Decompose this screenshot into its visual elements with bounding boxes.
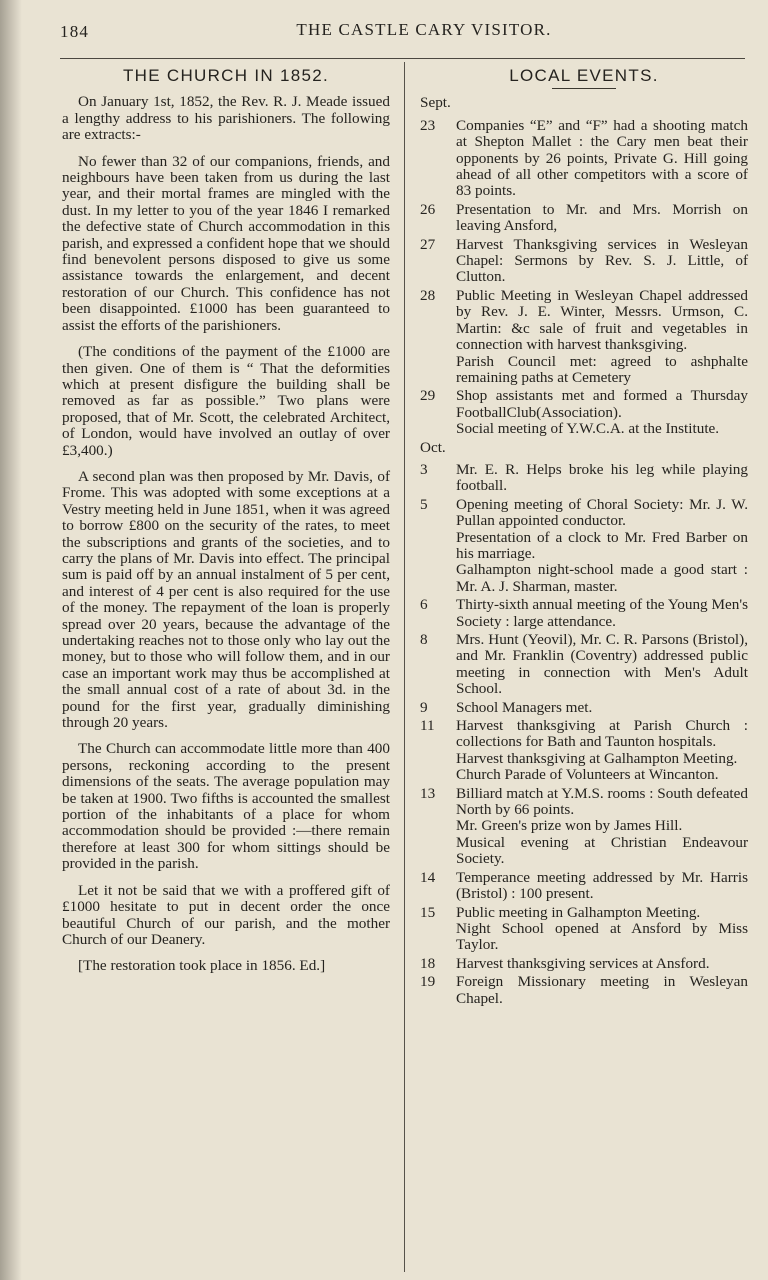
event-text: Mr. Green's prize won by James Hill. <box>456 817 683 835</box>
local-events <box>420 64 748 1009</box>
article-paragraph: Let it not be said that we with a proffered gift of £1000 hesitate to put in decent order the once beautiful Church of our parish, and the mother Church of our Deanery. <box>62 881 390 948</box>
article-paragraph: (The conditions of the payment of the £1000 are then given. One of them is “ That the deformities which at present disfigure the building shall be removed as far as possible.” Two plans were proposed, that of Mr. Scott, the celebrated Architect, of London, would have involved an outlay of over £3,400.) <box>62 343 390 459</box>
event-day: 11 <box>420 717 435 735</box>
event-entry <box>420 288 748 386</box>
event-text: Public Meeting in Wesleyan Chapel addressed by Rev. J. E. Winter, Messrs. Urmson, C. Martin: &c sale of fruit and vegetables in connection with harvest thanksgiving. <box>456 286 748 354</box>
event-day: 29 <box>420 387 436 405</box>
event-text: Harvest Thanksgiving services in Wesleyan Chapel: Sermons by Rev. S. J. Little, of Clutton. <box>456 235 748 286</box>
event-text: Thirty-sixth annual meeting of the Young Men's Society : large attendance. <box>456 596 748 630</box>
article-paragraph: No fewer than 32 of our companions, friends, and neighbours have been taken from us during the last year, and their mortal frames are mingled with the dust. In my letter to you of the year 1846 I remarked the defective state of Church accommodation in this parish, and expressed a confident hope that we should find benevolent persons disposed to give us some assistance towards the enlargement, and decent restoration of our Church. This confidence has not been disappointed. £1000 has been guaranteed to assist the efforts of the parishioners. <box>62 152 390 334</box>
event-entry <box>420 118 748 200</box>
event-entry <box>420 202 748 235</box>
editor-note: [The restoration took place in 1856. Ed.] <box>78 957 326 975</box>
article-paragraph: On January 1st, 1852, the Rev. R. J. Meade issued a lengthy address to his parishioners. The following are extracts:- <box>62 93 390 144</box>
header-rule <box>60 58 745 59</box>
article-paragraph: The Church can accommodate little more than 400 persons, reckoning according to the present dimensions of the seats. The average population may be taken at 1900. Two fifths is accounted the smallest portion of the inhabitants of a place for whom accommodation should be provided :—there remain therefore at least 300 for whom sittings should be provided in the parish. <box>62 740 390 873</box>
event-day: 13 <box>420 784 436 802</box>
publication-title: THE CASTLE CARY VISITOR. <box>296 20 552 39</box>
heading-rule <box>552 88 616 89</box>
column-divider <box>404 62 405 1272</box>
event-day: 15 <box>420 903 436 921</box>
event-text: Public meeting in Galhampton Meeting. <box>456 903 701 921</box>
event-day: 6 <box>420 596 428 614</box>
month-label: Oct. <box>420 438 446 456</box>
event-entry <box>420 905 748 954</box>
event-entry <box>420 632 748 698</box>
event-entry <box>420 237 748 286</box>
event-day: 18 <box>420 954 436 972</box>
event-text: Mrs. Hunt (Yeovil), Mr. C. R. Parsons (Bristol), and Mr. Franklin (Coventry) addressed public meeting in connection with Men's Adult School. <box>456 631 748 698</box>
event-text: School Managers met. <box>456 698 593 716</box>
event-entry <box>420 462 748 495</box>
events-list <box>420 95 748 1007</box>
event-entry <box>420 974 748 1007</box>
events-heading: LOCAL EVENTS. <box>509 66 659 85</box>
event-day: 14 <box>420 868 436 886</box>
event-text: Musical evening at Christian Endeavour Society. <box>456 833 748 868</box>
event-day: 19 <box>420 973 436 991</box>
event-text: Social meeting of Y.W.C.A. at the Institute. <box>456 420 720 438</box>
page-edge-shadow <box>0 0 22 1280</box>
event-text: Billiard match at Y.M.S. rooms : South defeated North by 66 points. <box>456 784 748 819</box>
running-header <box>60 20 728 46</box>
event-entry <box>420 700 748 716</box>
event-text: Night School opened at Ansford by Miss Taylor. <box>456 919 748 954</box>
event-text: Church Parade of Volunteers at Wincanton. <box>456 766 719 784</box>
event-text: Mr. E. R. Helps broke his leg while playing football. <box>456 460 748 495</box>
event-day: 26 <box>420 200 436 218</box>
event-text: Parish Council met: agreed to ashphalte remaining paths at Cemetery <box>456 352 748 386</box>
event-text: Companies “E” and “F” had a shooting match at Shepton Mallet : the Cary men beat their opponents by 26 points, Private G. Hill going ahead of all other competitors with a score of 83 points. <box>456 116 748 200</box>
event-text: Presentation to Mr. and Mrs. Morrish on leaving Ansford, <box>456 200 748 235</box>
event-day: 9 <box>420 698 428 716</box>
event-entry <box>420 786 748 868</box>
event-text: Harvest thanksgiving at Parish Church : collections for Bath and Taunton hospitals. <box>456 717 748 751</box>
article-paragraph: A second plan was then proposed by Mr. Davis, of Frome. This was adopted with some exceptions at a Vestry meeting held in June 1851, when it was agreed to borrow £800 on the security of the rates, to meet the subscriptions and grants of the societies, and to carry the plans of Mr. Davis into effect. The principal sum is paid off by an annual instalment of 5 per cent, and interest of 4 per cent is also required for the use of the money. The repayment of the loan is properly spread over 20 years, because the advantage of the undertaking reaches not to those only who lay out the money, but to those who will follow them, and in our case an important work may thus be accomplished at the small annual cost of a rate of about 3d. in the pound for the first year, gradually diminishing through 20 years. <box>62 467 390 732</box>
event-day: 8 <box>420 631 428 648</box>
event-text: Harvest thanksgiving at Galhampton Meeting. <box>456 749 738 767</box>
event-day: 27 <box>420 235 436 253</box>
event-text: Foreign Missionary meeting in Wesleyan Chapel. <box>456 973 748 1007</box>
event-text: Temperance meeting addressed by Mr. Harris (Bristol) : 100 present. <box>456 868 748 903</box>
page-number: 184 <box>60 22 90 41</box>
event-text: Opening meeting of Choral Society: Mr. J. W. Pullan appointed conductor. <box>456 495 748 530</box>
event-day: 3 <box>420 460 428 478</box>
event-day: 5 <box>420 495 428 513</box>
event-entry <box>420 597 748 630</box>
event-entry <box>420 718 748 784</box>
church-article <box>62 64 390 985</box>
event-day: 23 <box>420 116 436 134</box>
event-entry <box>420 388 748 437</box>
article-heading: THE CHURCH IN 1852. <box>122 66 330 85</box>
event-entry <box>420 497 748 595</box>
event-text: Presentation of a clock to Mr. Fred Barber on his marriage. <box>456 528 748 562</box>
event-entry <box>420 870 748 903</box>
event-entry <box>420 956 748 972</box>
event-text: Harvest thanksgiving services at Ansford. <box>456 954 710 972</box>
event-day: 28 <box>420 286 436 304</box>
month-label: Sept. <box>420 94 451 112</box>
event-text: Galhampton night-school made a good start : Mr. A. J. Sharman, master. <box>456 561 748 595</box>
event-text: Shop assistants met and formed a Thursday FootballClub(Association). <box>456 387 748 421</box>
